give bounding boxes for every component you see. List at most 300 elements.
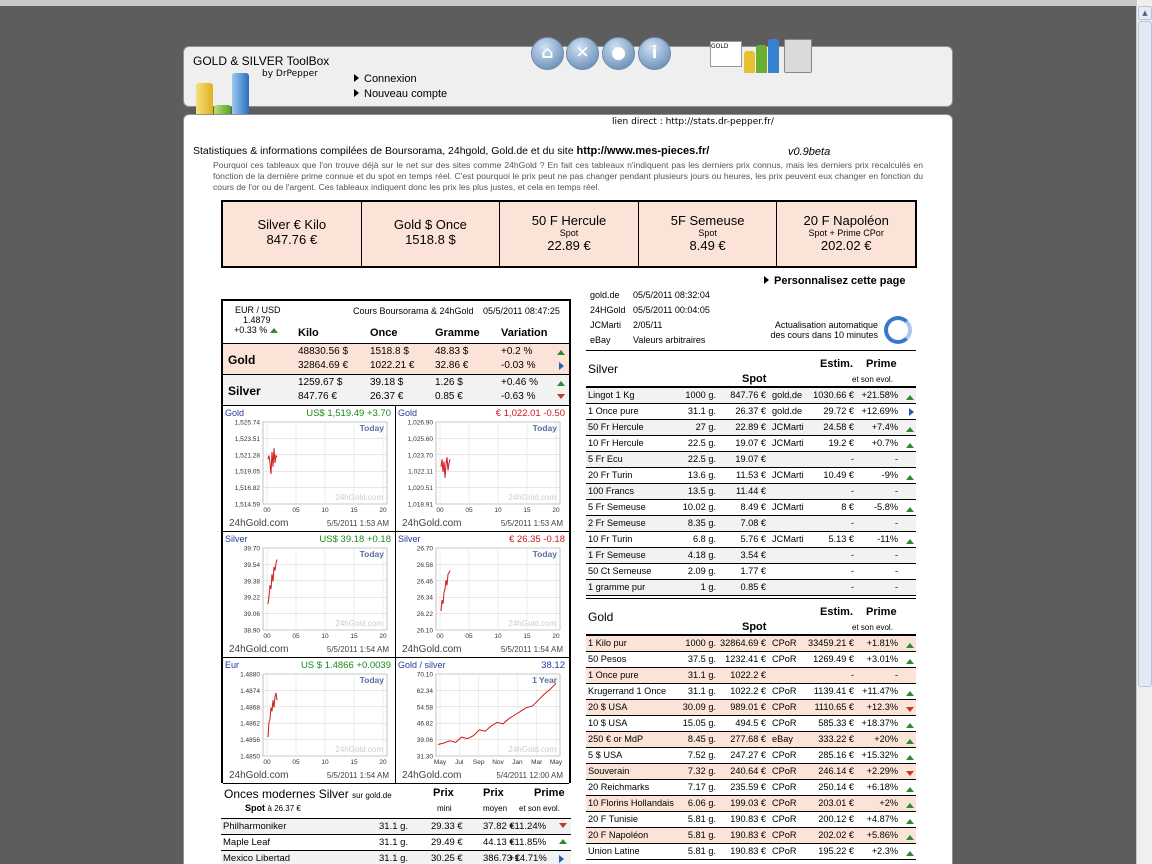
chart-value: € 1,022.01 -0.50 <box>495 408 565 419</box>
coin-prime: +12.69% <box>861 406 898 416</box>
coin-spot: 989.01 € <box>730 702 766 712</box>
down-arrow-icon <box>906 707 914 712</box>
mes-pieces-link[interactable]: http://www.mes-pieces.fr/ <box>576 145 710 157</box>
coin-prime: +7.4% <box>871 422 898 432</box>
coin-name: 5 Fr Semeuse <box>588 502 646 512</box>
chart-plot <box>396 544 568 658</box>
coin-spot: 277.68 € <box>730 734 766 744</box>
app-title: GOLD & SILVER ToolBox <box>193 54 330 68</box>
gold-gramme-eur: 32.86 € <box>435 360 469 371</box>
coin-spot: 494.5 € <box>735 718 766 728</box>
silver-var-eur: -0.63 % <box>501 391 536 402</box>
y-tick-label: 39.06 <box>243 611 260 619</box>
tools-icon[interactable]: ✕ <box>566 37 599 70</box>
coin-prime: - <box>894 518 898 528</box>
chart-watermark: 24hGold.com <box>335 619 383 628</box>
coin-spot: 7.08 € <box>740 518 766 528</box>
once-prix-moyen: 386.73 € <box>483 853 520 864</box>
coin-source: JCMarti <box>772 502 804 512</box>
chart-title: Eur <box>225 660 240 670</box>
personalize-link[interactable]: Personnalisez cette page <box>764 275 905 287</box>
table-row <box>586 796 916 812</box>
coin-name: 1 Fr Semeuse <box>588 550 646 560</box>
up-arrow-icon <box>557 381 565 386</box>
summary-title: Gold $ Once <box>393 217 467 232</box>
gold-gramme-usd: 48.83 $ <box>435 346 469 357</box>
y-tick-label: 39.54 <box>243 561 260 569</box>
x-tick-label: 10 <box>494 633 502 640</box>
trend-indicator <box>906 688 914 698</box>
y-tick-label: 39.22 <box>243 594 260 602</box>
up-arrow-icon <box>906 539 914 544</box>
coin-prime: +4.87% <box>866 814 898 824</box>
silver-kilo-usd: 1259.67 $ <box>298 377 343 388</box>
coin-name: 50 Ct Semeuse <box>588 566 652 576</box>
chart-plot <box>396 670 568 784</box>
table-row <box>586 532 916 548</box>
coin-name: 1 gramme pur <box>588 582 646 592</box>
gold-table-header <box>586 598 916 636</box>
coin-spot: 1232.41 € <box>725 654 766 664</box>
up-arrow-icon <box>906 395 914 400</box>
trend-indicator <box>906 504 914 514</box>
nav-nouveau-compte-link[interactable]: Nouveau compte <box>354 88 447 100</box>
y-tick-label: 1.4856 <box>240 737 260 745</box>
coin-name: 5 Fr Ecu <box>588 454 623 464</box>
up-arrow-icon <box>906 851 914 856</box>
author-label: by DrPepper <box>262 69 318 79</box>
trend-indicator <box>906 536 914 546</box>
x-tick-label: 00 <box>263 633 271 640</box>
x-tick-label: 00 <box>436 633 444 640</box>
table-title: Gold <box>588 610 614 624</box>
price-chart[interactable] <box>396 532 569 658</box>
col-evol: et son evol. <box>852 375 893 384</box>
coin-spot: 240.64 € <box>730 766 766 776</box>
y-tick-label: 1.4850 <box>240 753 260 761</box>
gold-coins-icon[interactable] <box>710 41 742 67</box>
x-tick-label: 20 <box>379 633 387 640</box>
up-arrow-icon <box>906 803 914 808</box>
chart-plot <box>223 670 395 784</box>
y-tick-label: 26.70 <box>416 545 433 553</box>
once-name: Philharmoniker <box>223 821 287 832</box>
coin-source: CPoR <box>772 718 797 728</box>
description-paragraph: Pourquoi ces tableaux que l'on trouve déjà sur le net sur des sites comme 24hGold ? En fait ces tableaux n'indiquent pas les derniers prix connus, mais les derniers prix recalculés en fonction de la dernière prime connue et du spot en temps réel. C'est pourquoi le prix peut ne pas changer pendant plusieurs jours ou heures, les prix peuvent eux changer en fonction du cours de l'or ou de l'argent. Ces tableaux indiquent donc les prix les plus justes, et cela en temps réel. <box>213 160 923 192</box>
coin-prime: -9% <box>881 470 898 480</box>
table-row <box>586 436 916 452</box>
x-tick-label: 20 <box>379 507 387 514</box>
nav-connexion-link[interactable]: Connexion <box>354 73 417 85</box>
source-date: 2/05/11 <box>633 320 663 330</box>
coin-name: 20 F Napoléon <box>588 830 649 840</box>
table-title: Silver <box>588 362 619 376</box>
coin-weight: 2.09 g. <box>687 566 716 576</box>
coin-spot: 5.76 € <box>740 534 766 544</box>
col-prime: Prime <box>534 787 565 799</box>
coin-spot: 32864.69 € <box>720 638 766 648</box>
once-prix-moyen: 37.82 € <box>483 821 515 832</box>
source-line-24hgold <box>590 305 710 315</box>
source-name: gold.de <box>590 290 620 300</box>
price-chart[interactable] <box>223 406 396 532</box>
summary-boxes <box>221 200 917 268</box>
coin-estim: 285.16 € <box>818 750 854 760</box>
trend-indicator <box>906 440 914 450</box>
coin-estim: 33459.21 € <box>808 638 854 648</box>
once-prime: +11.85% <box>509 837 547 848</box>
coin-estim: - <box>850 486 854 496</box>
up-arrow-icon <box>906 691 914 696</box>
chart-title: Gold <box>398 408 418 418</box>
table-row <box>586 388 916 404</box>
summary-value: 8.49 € <box>689 238 726 253</box>
table-row <box>586 780 916 796</box>
coin-weight: 31.1 g. <box>687 686 716 696</box>
coin-weight: 5.81 g. <box>687 814 716 824</box>
y-tick-label: 1,020.51 <box>407 485 433 493</box>
y-tick-label: 46.82 <box>416 720 433 728</box>
y-tick-label: 1.4868 <box>240 704 260 712</box>
silver-once-usd: 39.18 $ <box>370 377 404 388</box>
coin-prime: - <box>894 566 898 576</box>
col-prime: Prime <box>866 358 897 370</box>
coin-estim: 195.22 € <box>818 846 854 856</box>
trend-indicator <box>906 848 914 858</box>
x-tick-label: 15 <box>523 507 531 514</box>
price-chart[interactable] <box>396 406 569 532</box>
x-tick-label: Jan <box>512 759 523 766</box>
scroll-thumb[interactable] <box>1138 21 1152 687</box>
table-row <box>221 850 571 864</box>
x-tick-label: 10 <box>321 759 329 766</box>
col-evol: et son evol. <box>852 623 893 632</box>
coin-source: JCMarti <box>772 534 804 544</box>
coin-weight: 13.5 g. <box>687 486 716 496</box>
summary-sub: Spot <box>698 228 717 238</box>
coin-weight: 7.32 g. <box>687 766 716 776</box>
down-arrow-icon <box>557 394 565 399</box>
y-tick-label: 1,514.59 <box>234 501 260 509</box>
coin-name: 10 Fr Hercule <box>588 438 644 448</box>
table-row <box>586 500 916 516</box>
coin-spot: 1022.2 € <box>730 670 766 680</box>
sub-mini: mini <box>437 804 452 813</box>
gold-kilo-usd: 48830.56 $ <box>298 346 349 357</box>
chart-source: 24hGold.com <box>402 770 462 781</box>
chart-watermark: 24hGold.com <box>508 493 556 502</box>
summary-20f-napoleon <box>777 202 915 266</box>
source-date: 05/5/2011 08:32:04 <box>633 290 710 300</box>
x-tick-label: 00 <box>436 507 444 514</box>
x-tick-label: Mar <box>531 759 543 766</box>
y-tick-label: 26.22 <box>416 611 433 619</box>
coin-prime: +11.47% <box>862 686 898 696</box>
once-prix-moyen: 44.13 € <box>483 837 515 848</box>
coin-source: CPoR <box>772 686 797 696</box>
source-date: 05/5/2011 00:04:05 <box>633 305 710 315</box>
spot-value: à 26.37 € <box>267 804 301 813</box>
coin-spot: 19.07 € <box>735 438 766 448</box>
coin-prime: - <box>894 486 898 496</box>
coin-weight: 27 g. <box>695 422 716 432</box>
up-arrow-icon <box>906 475 914 480</box>
chart-value: € 26.35 -0.18 <box>509 534 565 545</box>
coin-prime: +2% <box>879 798 898 808</box>
x-tick-label: 05 <box>292 759 300 766</box>
x-tick-label: 05 <box>292 633 300 640</box>
coin-prime: +1.81% <box>866 638 898 648</box>
coin-source: gold.de <box>772 390 803 400</box>
once-weight: 31.1 g. <box>379 853 409 864</box>
up-arrow-icon <box>906 643 914 648</box>
trend-indicator <box>906 816 914 826</box>
table-row <box>586 564 916 580</box>
coin-spot: 235.59 € <box>730 782 766 792</box>
coin-weight: 37.5 g. <box>687 654 716 664</box>
once-weight: 31.1 g. <box>379 837 409 848</box>
coin-estim: 333.22 € <box>818 734 854 744</box>
chart-source: 24hGold.com <box>229 518 289 529</box>
coin-source: CPoR <box>772 846 797 856</box>
chart-title: Gold / silver <box>398 660 446 670</box>
silver-once-eur: 26.37 € <box>370 391 404 402</box>
coin-source: JCMarti <box>772 470 804 480</box>
calculator-icon[interactable] <box>784 39 812 73</box>
coin-weight: 10.02 g. <box>682 502 716 512</box>
coin-source: eBay <box>772 734 793 744</box>
col-kilo: Kilo <box>298 327 319 339</box>
summary-title: 20 F Napoléon <box>803 213 889 228</box>
coin-name: Union Latine <box>588 846 640 856</box>
silver-gramme-usd: 1.26 $ <box>435 377 463 388</box>
coin-prime: - <box>894 670 898 680</box>
trend-indicator <box>906 800 914 810</box>
browser-top-strip <box>0 0 1136 6</box>
x-tick-label: 20 <box>552 507 560 514</box>
cours-source: Cours Boursorama & 24hGold <box>353 306 474 316</box>
x-tick-label: May <box>549 759 563 766</box>
x-tick-label: 20 <box>552 633 560 640</box>
table-row <box>586 668 916 684</box>
cours-row-gold <box>223 343 569 374</box>
coin-weight: 1000 g. <box>685 390 716 400</box>
chart-date: 5/5/2011 1:54 AM <box>326 771 389 780</box>
up-arrow-icon <box>906 835 914 840</box>
coin-estim: - <box>850 550 854 560</box>
coin-name: Lingot 1 Kg <box>588 390 635 400</box>
onces-spot <box>245 803 301 813</box>
table-row <box>586 828 916 844</box>
trend-indicator <box>906 752 914 762</box>
chart-date: 5/5/2011 1:54 AM <box>500 645 563 654</box>
table-row <box>586 764 916 780</box>
coin-spot: 22.89 € <box>735 422 766 432</box>
price-chart[interactable] <box>223 658 396 784</box>
y-tick-label: 26.46 <box>416 578 433 586</box>
chart-period-tag: Today <box>532 549 557 559</box>
chart-date: 5/5/2011 1:53 AM <box>500 519 563 528</box>
version-label: v0.9beta <box>788 146 831 158</box>
source-line-ebay <box>590 335 706 345</box>
y-tick-label: 1,018.91 <box>407 501 433 509</box>
coin-weight: 8.35 g. <box>687 518 716 528</box>
coin-estim: - <box>850 582 854 592</box>
col-estim: Estim. <box>820 606 854 618</box>
chart-value: US$ 39.18 +0.18 <box>319 534 391 545</box>
onces-title-text: Onces modernes Silver <box>224 787 349 801</box>
chart-period-tag: Today <box>359 549 384 559</box>
user-icon[interactable]: ● <box>602 37 635 70</box>
scroll-up-arrow-icon[interactable]: ▲ <box>1138 6 1152 20</box>
coin-prime: -11% <box>877 534 898 544</box>
eurusd-label: EUR / USD <box>235 305 281 315</box>
y-tick-label: 1,025.60 <box>407 435 433 443</box>
coin-source: CPoR <box>772 814 797 824</box>
x-tick-label: 10 <box>321 633 329 640</box>
coin-name: 100 Francs <box>588 486 634 496</box>
home-icon[interactable]: ⌂ <box>531 37 564 70</box>
x-tick-label: 15 <box>350 633 358 640</box>
coin-source: CPoR <box>772 654 797 664</box>
coin-weight: 1 g. <box>700 582 716 592</box>
x-tick-label: 05 <box>465 633 473 640</box>
table-row <box>586 812 916 828</box>
y-tick-label: 1.4874 <box>240 687 260 695</box>
stats-bar-chart-icon[interactable] <box>744 39 782 73</box>
table-row <box>586 652 916 668</box>
summary-value: 847.76 € <box>266 232 318 247</box>
coin-source: JCMarti <box>772 422 804 432</box>
coin-name: 50 Fr Hercule <box>588 422 644 432</box>
summary-title: 5F Semeuse <box>670 213 745 228</box>
table-row <box>586 748 916 764</box>
coin-estim: 203.01 € <box>818 798 854 808</box>
source-line-jcmarti <box>590 320 663 330</box>
coin-weight: 22.5 g. <box>687 454 716 464</box>
silver-gramme-eur: 0.85 € <box>435 391 463 402</box>
chart-source: 24hGold.com <box>229 644 289 655</box>
coin-prime: +12.3% <box>866 702 898 712</box>
source-name: eBay <box>590 335 611 345</box>
price-chart[interactable] <box>223 532 396 658</box>
coin-spot: 1022.2 € <box>730 686 766 696</box>
coin-spot: 3.54 € <box>740 550 766 560</box>
x-tick-label: Jul <box>455 759 464 766</box>
coin-estim: - <box>850 670 854 680</box>
y-tick-label: 1,026.90 <box>407 419 433 427</box>
trend-indicator <box>906 768 914 778</box>
chart-plot <box>223 544 395 658</box>
coin-source: CPoR <box>772 798 797 808</box>
table-row <box>586 716 916 732</box>
coin-spot: 1.77 € <box>740 566 766 576</box>
once-prime: +11.24% <box>509 821 547 832</box>
coin-weight: 4.18 g. <box>687 550 716 560</box>
coin-estim: 202.02 € <box>818 830 854 840</box>
gold-rows <box>586 636 916 860</box>
cours-datetime: 05/5/2011 08:47:25 <box>483 306 560 316</box>
y-tick-label: 1,519.05 <box>234 468 260 476</box>
coin-prime: - <box>894 582 898 592</box>
coin-source: CPoR <box>772 638 797 648</box>
y-tick-label: 26.10 <box>416 627 433 635</box>
eurusd-change <box>234 325 278 335</box>
x-tick-label: 05 <box>292 507 300 514</box>
x-tick-label: May <box>433 759 447 766</box>
summary-sub: Spot <box>559 228 579 238</box>
coin-source: CPoR <box>772 766 797 776</box>
info-icon[interactable]: i <box>638 37 671 70</box>
col-prix-mini: Prix <box>433 787 454 799</box>
summary-gold-once <box>362 202 501 266</box>
silver-rows <box>586 388 916 596</box>
up-arrow-icon <box>906 427 914 432</box>
vertical-scrollbar[interactable] <box>1136 0 1152 864</box>
chart-plot <box>396 418 568 532</box>
coin-estim: 8 € <box>841 502 854 512</box>
table-row <box>586 468 916 484</box>
trend-indicator <box>906 640 914 650</box>
intro-text <box>193 145 709 157</box>
chart-date: 5/5/2011 1:53 AM <box>326 519 389 528</box>
coin-spot: 26.37 € <box>735 406 766 416</box>
coin-spot: 8.49 € <box>740 502 766 512</box>
coin-prime: +2.29% <box>866 766 898 776</box>
coin-name: 20 Fr Turin <box>588 470 633 480</box>
coin-prime: -5.8% <box>873 502 898 512</box>
up-arrow-icon <box>906 443 914 448</box>
chart-watermark: 24hGold.com <box>508 619 556 628</box>
table-row <box>221 834 571 850</box>
coin-source: CPoR <box>772 750 797 760</box>
coin-spot: 0.85 € <box>740 582 766 592</box>
once-prix-mini: 29.49 € <box>431 837 463 848</box>
coin-name: 10 $ USA <box>588 718 628 728</box>
y-tick-label: 39.70 <box>243 545 260 553</box>
coin-name: 10 Florins Hollandais <box>588 798 674 808</box>
once-weight: 31.1 g. <box>379 821 409 832</box>
coin-weight: 30.09 g. <box>682 702 716 712</box>
coin-spot: 19.07 € <box>735 454 766 464</box>
coin-spot: 11.53 € <box>736 470 766 480</box>
metal-name: Silver <box>228 384 261 398</box>
direct-link[interactable]: lien direct : http://stats.dr-pepper.fr/ <box>612 117 774 127</box>
summary-value: 202.02 € <box>820 238 872 253</box>
eurusd-value: 1.4879 <box>243 315 271 325</box>
refresh-icon[interactable] <box>884 316 912 344</box>
summary-sub: Spot + Prime CPor <box>808 228 884 238</box>
spot-label: Spot <box>245 803 265 813</box>
price-chart[interactable] <box>396 658 569 784</box>
coin-spot: 190.83 € <box>730 814 766 824</box>
coin-weight: 6.8 g. <box>693 534 716 544</box>
y-tick-label: 1,521.28 <box>234 452 260 460</box>
table-row <box>586 732 916 748</box>
coin-spot: 190.83 € <box>730 846 766 856</box>
coin-estim: - <box>850 566 854 576</box>
coin-estim: - <box>850 454 854 464</box>
chart-source: 24hGold.com <box>229 770 289 781</box>
table-row <box>586 484 916 500</box>
x-tick-label: 05 <box>465 507 473 514</box>
table-row <box>586 700 916 716</box>
chart-value: US $ 1.4866 +0.0039 <box>300 660 391 671</box>
gold-kilo-eur: 32864.69 € <box>298 360 349 371</box>
coin-prime: +5.86% <box>866 830 898 840</box>
coin-weight: 15.05 g. <box>682 718 716 728</box>
summary-50f-hercule <box>500 202 639 266</box>
